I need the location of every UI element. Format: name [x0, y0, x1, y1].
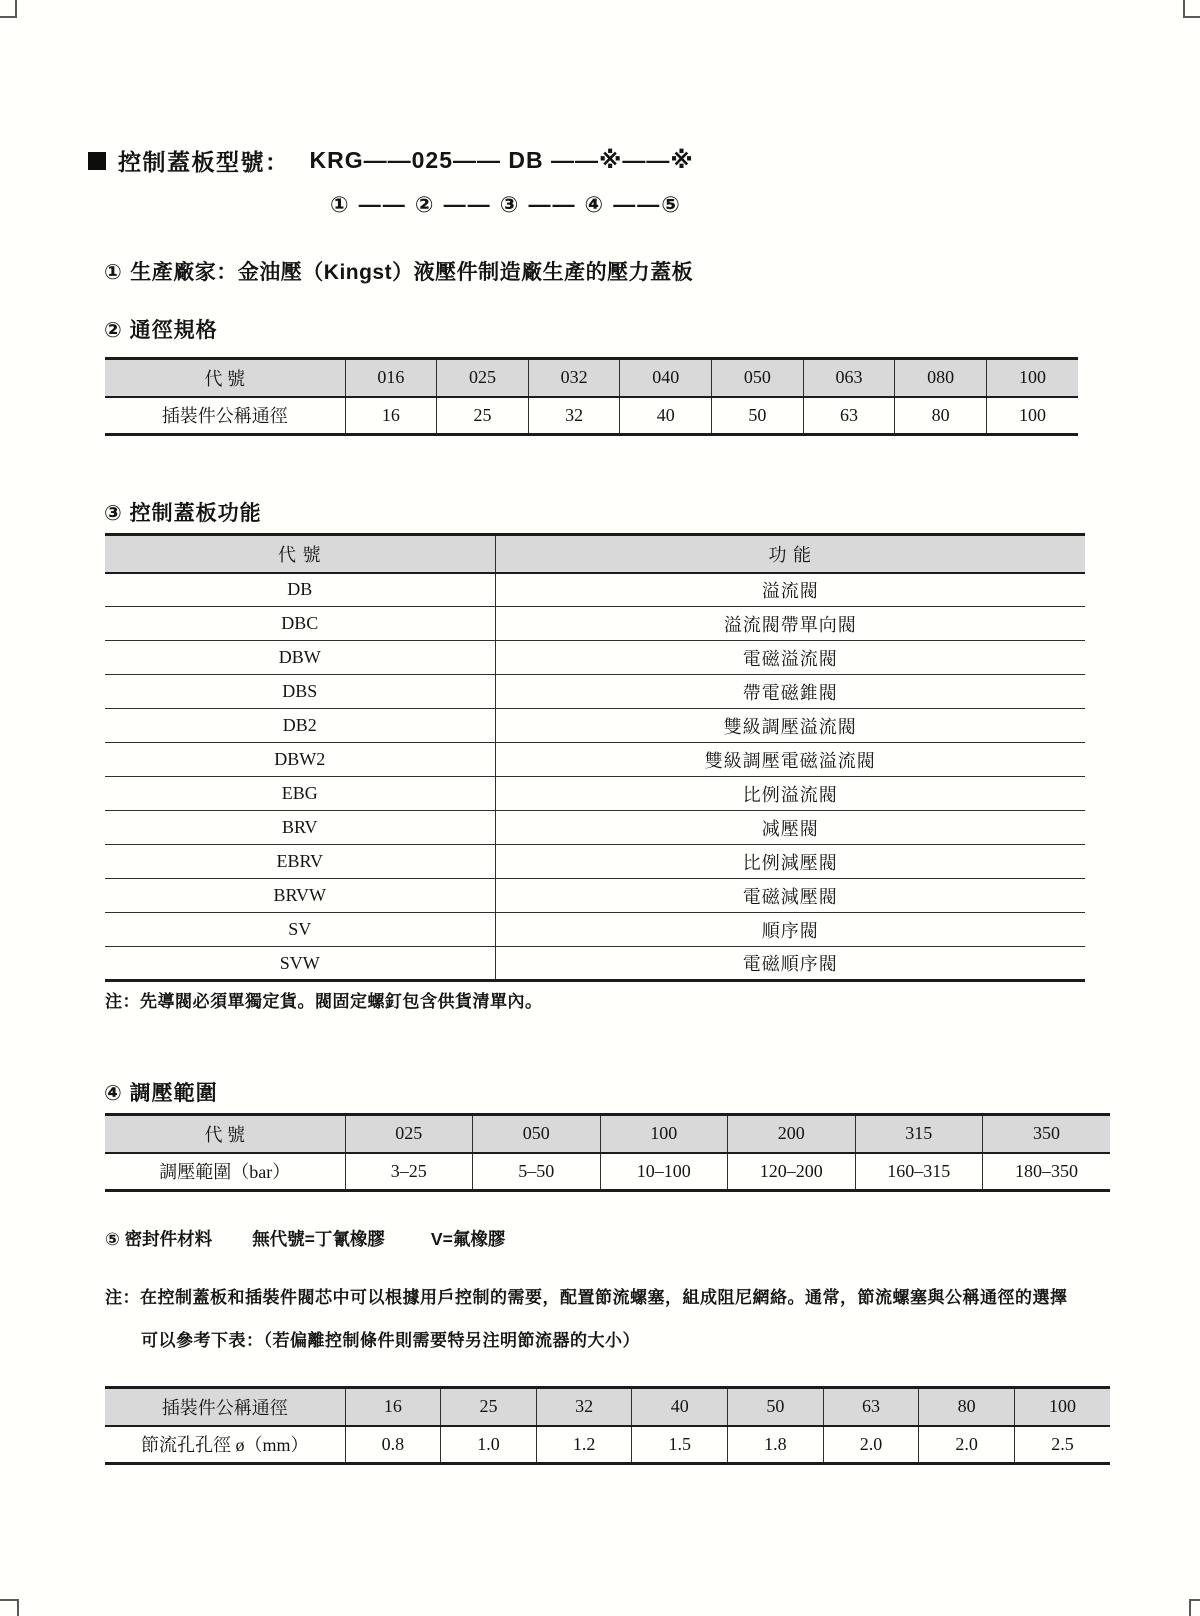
table-cell: 1.2 — [536, 1426, 632, 1464]
valve-function-cell: 减壓閥 — [495, 811, 1085, 845]
valve-function-cell: 比例減壓閥 — [495, 845, 1085, 879]
table-header-cell: 350 — [983, 1115, 1111, 1153]
table-cell: 32 — [528, 397, 620, 435]
table-header-cell: 050 — [473, 1115, 601, 1153]
table-row — [105, 1426, 1110, 1464]
table-header-row — [105, 359, 1078, 397]
row-label-cell: 插裝件公稱通徑 — [161, 406, 288, 427]
table-row — [105, 1153, 1110, 1191]
table-row — [105, 845, 1085, 879]
table-header-cell: 代 號 — [105, 535, 495, 573]
table-header-cell: 080 — [895, 359, 987, 397]
table-header-cell: 050 — [712, 359, 804, 397]
throttle-note-line-2: 可以參考下表：（若偏離控制條件則需要特另注明節流器的大小） — [141, 1331, 640, 1350]
cover-function-table — [105, 533, 1085, 982]
table-header-cell: 代 號 — [105, 1115, 345, 1153]
table-header-cell: 40 — [632, 1388, 728, 1426]
table-cell: 63 — [803, 397, 895, 435]
table-cell: 1.0 — [441, 1426, 537, 1464]
section-1-text: 生產廠家：金油壓（Kingst）液壓件制造廠生產的壓力蓋板 — [130, 261, 694, 284]
table-header-cell: 80 — [919, 1388, 1015, 1426]
table-cell: 80 — [895, 397, 987, 435]
table-header-cell: 100 — [600, 1115, 728, 1153]
row-label-cell: 節流孔孔徑 ø（mm） — [140, 1435, 309, 1456]
valve-function-cell: 帶電磁錐閥 — [495, 675, 1085, 709]
pressure-range-table — [105, 1113, 1110, 1192]
model-number-line — [88, 144, 694, 177]
table-header-cell: 200 — [728, 1115, 856, 1153]
bore-size-table — [105, 357, 1078, 436]
table-header-cell: 插裝件公稱通徑 — [105, 1388, 345, 1426]
valve-function-cell: 雙級調壓溢流閥 — [495, 709, 1085, 743]
table-row — [105, 573, 1085, 607]
valve-code-cell: DBS — [282, 681, 318, 701]
table-header-cell: 25 — [441, 1388, 537, 1426]
pilot-valve-note: 注：先導閥必須單獨定貨。閥固定螺釘包含供貨清單內。 — [105, 992, 543, 1011]
table-header-cell: 16 — [345, 1388, 441, 1426]
valve-function-cell: 電磁順序閥 — [495, 947, 1085, 981]
valve-code-cell: EBG — [281, 783, 318, 803]
table-cell: 25 — [437, 397, 529, 435]
model-title: 控制蓋板型號： — [118, 149, 290, 175]
black-square-icon — [88, 152, 106, 170]
table-row — [105, 641, 1085, 675]
valve-function-cell: 比例溢流閥 — [495, 777, 1085, 811]
table-cell: 2.0 — [919, 1426, 1015, 1464]
valve-code-cell: SV — [288, 919, 312, 939]
valve-function-cell: 順序閥 — [495, 913, 1085, 947]
table-row — [105, 777, 1085, 811]
table-header-row — [105, 535, 1085, 573]
table-header-cell: 100 — [986, 359, 1078, 397]
throttle-orifice-table — [105, 1386, 1110, 1465]
table-row — [105, 913, 1085, 947]
table-header-cell: 63 — [823, 1388, 919, 1426]
section-4-heading: ④ 調壓範圍 — [104, 1082, 218, 1105]
table-header-cell: 025 — [437, 359, 529, 397]
table-cell: 1.8 — [728, 1426, 824, 1464]
model-position-indicators: ① —— ② —— ③ —— ④ ——⑤ — [330, 192, 682, 217]
section-1-label: ① — [104, 261, 123, 284]
valve-code-cell: BRVW — [273, 885, 327, 905]
table-header-cell: 315 — [855, 1115, 983, 1153]
valve-function-cell: 電磁減壓閥 — [495, 879, 1085, 913]
seal-option-default: 無代號=丁氰橡膠 — [252, 1229, 385, 1249]
valve-code-cell: EBRV — [276, 851, 324, 871]
table-row — [105, 811, 1085, 845]
table-cell: 180–350 — [983, 1153, 1111, 1191]
valve-code-cell: DB — [287, 579, 313, 600]
corner-crop-mark-top-left — [0, 0, 17, 18]
table-header-cell: 032 — [528, 359, 620, 397]
table-header-cell: 040 — [620, 359, 712, 397]
corner-crop-mark-bottom-right — [1189, 1599, 1200, 1616]
section-2-heading: ② 通徑規格 — [104, 319, 218, 342]
valve-function-cell: 溢流閥帶單向閥 — [495, 607, 1085, 641]
table-cell: 40 — [620, 397, 712, 435]
valve-code-cell: DBW2 — [274, 749, 326, 769]
table-header-cell: 100 — [1014, 1388, 1110, 1426]
table-cell: 10–100 — [600, 1153, 728, 1191]
valve-function-cell: 電磁溢流閥 — [495, 641, 1085, 675]
table-header-row — [105, 1115, 1110, 1153]
table-cell: 2.0 — [823, 1426, 919, 1464]
row-label-cell: 調壓範圍（bar） — [159, 1162, 291, 1183]
table-header-cell: 32 — [536, 1388, 632, 1426]
valve-code-cell: BRV — [281, 817, 318, 837]
seal-material-label: ⑤ 密封件材料 — [105, 1229, 213, 1249]
table-header-cell: 025 — [345, 1115, 473, 1153]
table-header-cell: 063 — [803, 359, 895, 397]
valve-function-cell: 溢流閥 — [495, 573, 1085, 607]
table-row — [105, 743, 1085, 777]
table-row — [105, 947, 1085, 981]
table-header-cell: 功 能 — [495, 535, 1085, 573]
valve-code-cell: SVW — [279, 952, 320, 973]
table-cell: 3–25 — [345, 1153, 473, 1191]
table-row — [105, 397, 1078, 435]
table-cell: 0.8 — [345, 1426, 441, 1464]
table-header-cell: 代 號 — [105, 359, 345, 397]
table-row — [105, 675, 1085, 709]
table-cell: 2.5 — [1014, 1426, 1110, 1464]
valve-function-cell: 雙級調壓電磁溢流閥 — [495, 743, 1085, 777]
valve-code-cell: DBW — [278, 647, 321, 667]
model-code: KRG——025—— DB ——※——※ — [309, 147, 694, 173]
table-cell: 160–315 — [855, 1153, 983, 1191]
corner-crop-mark-bottom-left — [0, 1599, 19, 1616]
seal-option-viton: V=氟橡膠 — [430, 1229, 506, 1249]
table-header-row — [105, 1388, 1110, 1426]
corner-crop-mark-top-right — [1183, 0, 1200, 18]
table-row — [105, 709, 1085, 743]
table-cell: 1.5 — [632, 1426, 728, 1464]
table-cell: 100 — [986, 397, 1078, 435]
throttle-note-line-1: 注：在控制蓋板和插裝件閥芯中可以根據用戶控制的需要，配置節流螺塞，組成阻尼網絡。通常，節流螺塞與公稱通徑的選擇 — [105, 1288, 1068, 1307]
table-row — [105, 879, 1085, 913]
valve-code-cell: DBC — [281, 613, 319, 633]
section-3-heading: ③ 控制蓋板功能 — [104, 502, 262, 525]
table-header-cell: 50 — [728, 1388, 824, 1426]
table-cell: 5–50 — [473, 1153, 601, 1191]
table-header-cell: 016 — [345, 359, 437, 397]
table-cell: 120–200 — [728, 1153, 856, 1191]
table-cell: 16 — [345, 397, 437, 435]
table-row — [105, 607, 1085, 641]
valve-code-cell: DB2 — [282, 715, 317, 735]
section-1-manufacturer-line — [104, 256, 693, 286]
table-cell: 50 — [712, 397, 804, 435]
seal-material-line — [105, 1226, 505, 1251]
